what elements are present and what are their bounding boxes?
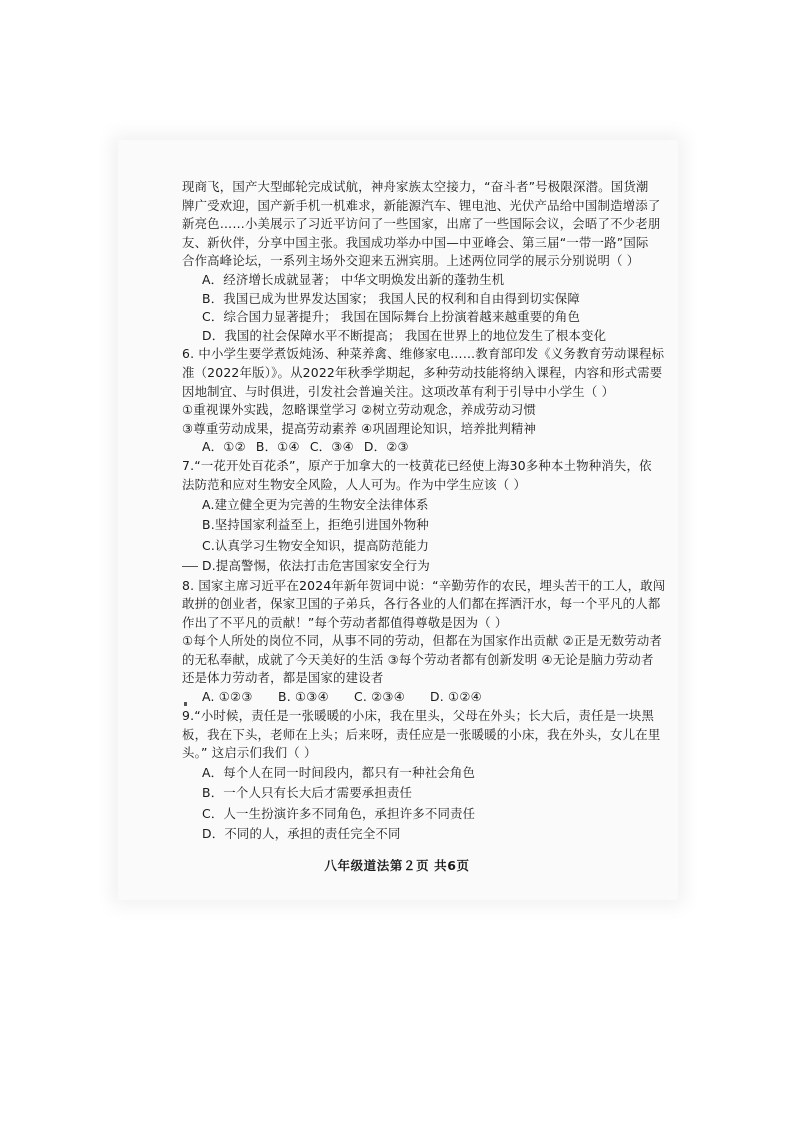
question-8-statement-line: 的无私奉献，成就了今天美好的生活 ③每个劳动者都有创新发明 ④无论是脑力劳动者 [182, 651, 654, 667]
question-5-stem-line: 合作高峰论坛，一系列主场外交迎来五洲宾朋。上述两位同学的展示分别说明（ ） [182, 253, 640, 269]
question-7-option-c: C.认真学习生物安全知识，提高防范能力 [202, 537, 430, 553]
question-9 [182, 707, 661, 845]
exam-page-content [182, 178, 666, 845]
question-7-option-d: D.提高警惕，依法打击危害国家安全行为 [202, 558, 430, 573]
question-5-stem-line: 牌广受欢迎，国产新手机一机难求，新能源汽车、锂电池、光伏产品给中国制造增添了 [182, 197, 661, 213]
question-8-choice-a: A. ①②③ [202, 689, 253, 705]
question-5-option-d: D．我国的社会保障水平不断提高； 我国在世界上的地位发生了根本变化 [202, 327, 607, 343]
question-8 [182, 577, 666, 708]
question-7-stem-line: 法防范和应对生物安全风险，人人可为。作为中学生应该（ ） [182, 476, 527, 492]
question-5-option-b: B．我国已成为世界发达国家； 我国人民的权利和自由得到切实保障 [202, 290, 580, 306]
question-7-option-b: B.坚持国家利益至上，拒绝引进国外物种 [202, 517, 429, 532]
scan-artifact-mark [184, 702, 187, 706]
question-5-stem-line: 现商飞，国产大型邮轮完成试航，神舟家族太空接力，“奋斗者”号极限深潜。国货潮 [182, 179, 649, 194]
question-8-statement-line: ①每个人所处的岗位不同，从事不同的劳动，但都在为国家作出贡献 ②正是无数劳动者 [182, 633, 663, 649]
question-9-option-c: C．人一生扮演许多不同角色，承担许多不同责任 [202, 805, 476, 821]
question-9-stem-line: 9.“小时候，责任是一张暖暖的小床，我在里头，父母在外头；长大后，责任是一块黑 [182, 708, 655, 724]
question-5-option-a: A．经济增长成就显著； 中华文明焕发出新的蓬勃生机 [202, 271, 505, 287]
question-5-stem-line: 新亮色……小美展示了习近平访问了一些国家，出席了一些国际会议，会晤了不少老朋 [182, 216, 661, 232]
page-footer: 八年级道法第２页 共6页 [324, 858, 470, 873]
question-9-option-b: B．一个人只有长大后才需要承担责任 [202, 785, 413, 801]
question-5-stem-line: 友、新伙伴，分享中国主张。我国成功举办中国—中亚峰会、第三届“一带一路”国际 [182, 234, 649, 250]
question-9-option-d: D．不同的人，承担的责任完全不同 [202, 826, 401, 842]
question-6-stem-line: 准（2022年版）》。从2022年秋季学期起，多种劳动技能将纳入课程，内容和形式需要 [182, 364, 663, 380]
question-8-statement-line: 还是体力劳动者，都是国家的建设者 [182, 670, 384, 686]
question-6-choices [182, 438, 652, 457]
question-6-statement-line: ①重视课外实践，忽略课堂学习 ②树立劳动观念，养成劳动习惯 [182, 402, 537, 418]
question-8-choice-c: C. ②③④ [354, 689, 406, 705]
question-8-stem-line: 敢拼的创业者，保家卫国的子弟兵，各行各业的人们都在挥洒汗水，每一个平凡的人都 [182, 596, 661, 612]
question-6-choice-b: B．①④ [255, 439, 300, 455]
scan-artifact-mark [182, 566, 198, 567]
question-7 [182, 457, 652, 576]
question-6-choice-a: A．①② [202, 439, 246, 455]
question-6-stem-line: 因地制宜、与时俱进，引发社会普遍关注。这项改革有利于引导中小学生（ ） [182, 383, 615, 399]
question-7-option-a: A.建立健全更为完善的生物安全法律体系 [202, 496, 429, 512]
question-7-stem-line: 7.“一花开处百花杀”，原产于加拿大的一枝黄花已经使上海30多种本土物种消失，依 [182, 458, 652, 474]
question-6-stem-line: 6. 中小学生要学煮饭炖汤、种菜养禽、维修家电……教育部印发《义务教育劳动课程标 [182, 346, 665, 362]
question-8-choice-b: B. ①③④ [278, 689, 329, 705]
question-9-option-a: A．每个人在同一时间段内，都只有一种社会角色 [202, 764, 476, 780]
question-8-stem-line: 作出了不平凡的贡献！”每个劳动者都值得尊敬是因为（ ） [182, 614, 508, 630]
question-5-option-c: C．综合国力显著提升； 我国在国际舞台上扮演着越来越重要的角色 [202, 309, 581, 325]
question-6 [182, 345, 665, 457]
question-6-choice-c: C．③④ [309, 439, 354, 455]
question-8-choices [182, 688, 652, 707]
question-5-continuation [182, 178, 661, 345]
question-8-stem-line: 8. 国家主席习近平在2024年新年贺词中说：“辛勤劳作的农民，埋头苦干的工人，敢闯 [182, 577, 666, 593]
question-9-stem-line: 头。” 这启示们我们（ ） [182, 745, 317, 761]
question-6-choice-d: D．②③ [363, 439, 409, 455]
question-8-choice-d: D. ①②④ [430, 689, 482, 705]
question-6-statement-line: ③尊重劳动成果，提高劳动素养 ④巩固理论知识，培养批判精神 [182, 420, 537, 436]
question-9-stem-line: 板，我在下头，老师在上头；后来呀，责任应是一张暖暖的小床，我在外头，女儿在里 [182, 726, 661, 742]
